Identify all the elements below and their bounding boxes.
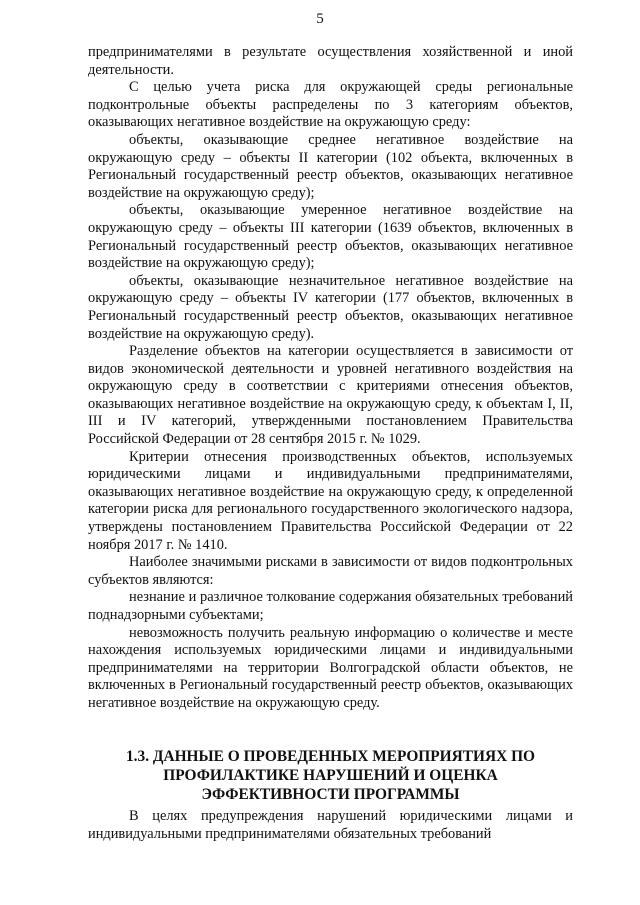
paragraph-risk-ignorance: незнание и различное толкование содержания обязательных требований поднадзорными субъектами; bbox=[88, 589, 573, 623]
paragraph-category-iv: объекты, оказывающие незначительное негативное воздействие на окружающую среду – объекты IV категории (177 объектов, включенных в Региональный государственный реестр объектов, оказывающих негативное воздействие на окружающую среду). bbox=[88, 272, 573, 342]
paragraph-section-start: В целях предупреждения нарушений юридическими лицами и индивидуальными предпринимателями обязательных требований bbox=[88, 808, 573, 842]
page-number: 5 bbox=[316, 11, 324, 27]
paragraph-category-iii: объекты, оказывающие умеренное негативное воздействие на окружающую среду – объекты III категории (1639 объектов, включенных в Региональный государственный реестр объектов, оказывающих негативное воздействие на окружающую среду); bbox=[88, 202, 573, 272]
section-body bbox=[88, 808, 573, 843]
paragraph-criteria: Критерии отнесения производственных объектов, используемых юридическими лицами и индивидуальными предпринимателями, оказывающих негативное воздействие на окружающую среду, к определенной категории риска для регионального государственного экологического надзора, утверждены постановлением Правительства Российской Федерации от 22 ноября 2017 г. № 1410. bbox=[88, 448, 573, 553]
body-text bbox=[88, 44, 573, 713]
paragraph-risk-categories-intro: С целью учета риска для окружающей среды региональные подконтрольные объекты распределены по 3 категориям объектов, оказывающих негативное воздействие на окружающую среду: bbox=[88, 79, 573, 131]
paragraph-continuation: предпринимателями в результате осуществления хозяйственной и иной деятельности. bbox=[88, 44, 573, 78]
section-heading: 1.3. ДАННЫЕ О ПРОВЕДЕННЫХ МЕРОПРИЯТИЯХ ПО ПРОФИЛАКТИКЕ НАРУШЕНИЙ И ОЦЕНКА ЭФФЕКТИВНОСТИ ПРОГРАММЫ bbox=[125, 748, 536, 803]
paragraph-significant-risks-intro: Наиболее значимыми рисками в зависимости от видов подконтрольных субъектов являются: bbox=[88, 554, 573, 588]
paragraph-risk-information: невозможность получить реальную информацию о количестве и месте нахождения используемых юридическими лицами и индивидуальными предпринимателями на территории Волгоградской области объектов, не включенных в Региональный государственный реестр объектов, оказывающих негативное воздействие на окружающую среду. bbox=[88, 624, 573, 711]
paragraph-categorization-basis: Разделение объектов на категории осуществляется в зависимости от видов экономической деятельности и уровней негативного воздействия на окружающую среду в соответствии с критериями отнесения объектов, оказывающих негативное воздействие на окружающую среду, к объектам I, II, III и IV категорий, утвержденными постановлением Правительства Российской Федерации от 28 сентября 2015 г. № 1029. bbox=[88, 343, 573, 448]
paragraph-category-ii: объекты, оказывающие среднее негативное воздействие на окружающую среду – объекты II категории (102 объекта, включенных в Региональный государственный реестр объектов, оказывающих негативное воздействие на окружающую среду); bbox=[88, 131, 573, 201]
